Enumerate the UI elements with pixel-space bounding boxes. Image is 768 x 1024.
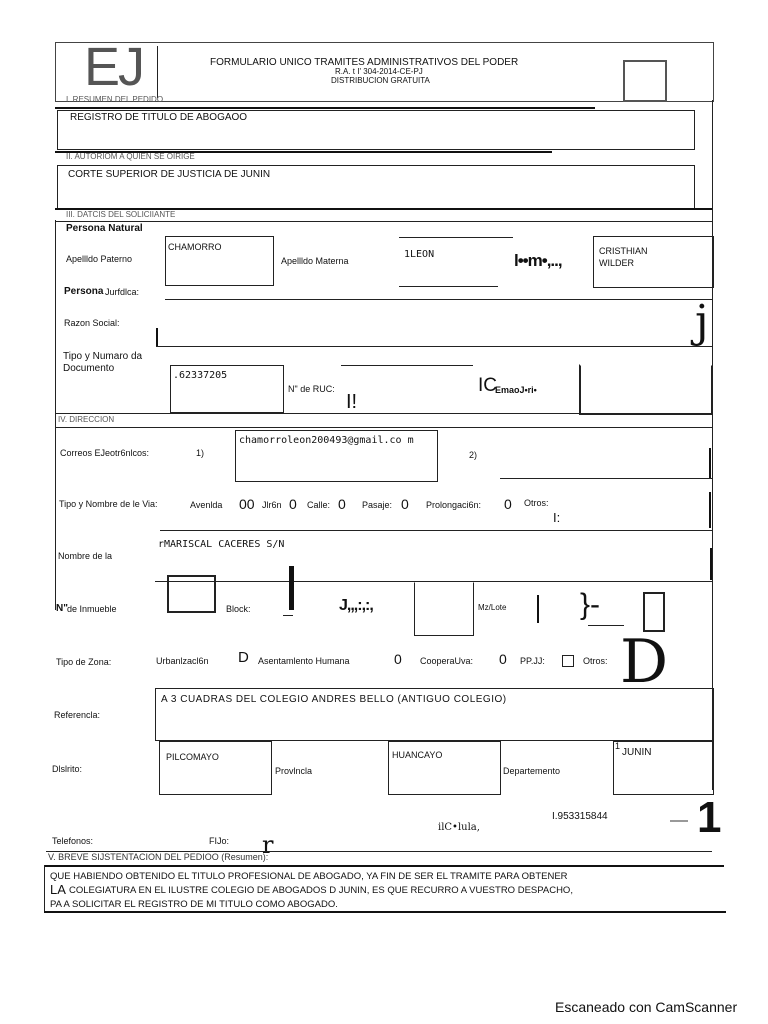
nombre-via-label: Nombre de la — [58, 551, 113, 561]
stamp-box — [623, 60, 667, 102]
email-field[interactable] — [579, 364, 713, 415]
otros-via-label: Otros: — [524, 498, 549, 508]
section-5-title: V. BREVE SIJSTENTACION DEL PEDIOO (Resumen): — [48, 852, 269, 862]
apellido-materno-value: 1LEON — [404, 249, 435, 260]
urbanizacion-label: Urbanlzacl6n — [156, 656, 209, 666]
block-field-mark[interactable] — [289, 566, 294, 610]
otros-via-mark: I: — [553, 510, 561, 525]
ppjj-checkbox[interactable] — [562, 655, 574, 667]
ruc-mark: I! — [346, 391, 358, 413]
persona-juridica-label-bold: Persona — [64, 286, 104, 297]
sustentacion-line-1: QUE HABIENDO OBTENIDO EL TITULO PROFESIONAL DE ABOGADO, YA FIN DE SER EL TRAMITE PARA OBTENER — [50, 871, 568, 882]
persona-natural-label: Persona Natural — [66, 223, 143, 234]
otros-zona-big-mark: D — [620, 627, 669, 697]
nombres-label: l••m•,.., — [514, 251, 562, 270]
zona-label: Tipo de Zona: — [56, 657, 112, 667]
inmueble-label-bold: N" — [56, 603, 68, 614]
correo-2-mark — [709, 448, 711, 478]
ppjj-label: PP.JJ: — [520, 656, 545, 666]
avenida-checkbox[interactable]: 00 — [239, 496, 255, 512]
brace-line — [588, 625, 624, 626]
apellido-paterno-label: Apellldo Paterno — [66, 254, 133, 264]
via-right-mark — [709, 492, 711, 528]
mz-lote-field[interactable] — [414, 582, 474, 636]
documento-value: .62337205 — [173, 370, 228, 381]
departamento-mark: 1 — [615, 741, 621, 751]
correo-1-number: 1) — [196, 448, 205, 458]
mz-lote-label: Mz/Lote — [478, 603, 507, 612]
apellido-materno-top-rule — [399, 237, 513, 238]
departamento-value: JUNIN — [622, 747, 652, 758]
correos-label: Correos EJeotr6nlcos: — [60, 448, 150, 458]
mz-lote-mark — [537, 595, 539, 623]
referencia-value: A 3 CUADRAS DEL COLEGIO ANDRES BELLO (ANTIGUO COLEGIO) — [161, 694, 507, 705]
section-1-title: I. RESUMEN DEL PEDIDO — [66, 95, 164, 104]
pasaje-checkbox[interactable]: 0 — [401, 496, 409, 512]
form-resolution: R.A. t I' 304-2014-CE-PJ — [335, 67, 423, 76]
section-3-sub-rule — [55, 221, 712, 222]
avenida-label: Avenlda — [190, 500, 223, 510]
form-title: FORMULARIO UNICO TRAMITES ADMINISTRATIVOS DEL PODER — [210, 57, 519, 68]
section-1-rule — [55, 107, 595, 109]
asentamiento-label: Asentamlento Humana — [258, 656, 350, 666]
celular-dash — [670, 820, 688, 822]
cooperativa-label: CooperaUva: — [420, 656, 474, 666]
departamento-label: Departemento — [503, 766, 561, 776]
urbanizacion-checkbox[interactable]: D — [238, 649, 249, 666]
razon-social-label: Razon Social: — [64, 318, 120, 328]
distrito-label: Dlslrito: — [52, 764, 83, 774]
email-label: EmaoJ•ri• — [495, 385, 537, 395]
block-label: Block: — [226, 604, 251, 614]
ruc-label: N" de RUC: — [288, 384, 335, 394]
resumen-value: REGISTRO DE TITULO DE ABOGAOO — [70, 112, 248, 123]
persona-juridica-label: Jurfdlca: — [105, 287, 140, 297]
persona-juridica-line[interactable] — [165, 299, 712, 300]
correo-2-number: 2) — [469, 450, 478, 460]
nombres-value: CRISTHIAN WILDER — [599, 246, 648, 269]
sustentacion-line-3: PA A SOLICITAR EL REGISTRO DE MI TITULO COMO ABOGADO. — [50, 899, 338, 910]
ej-logo: EJ — [84, 37, 144, 97]
section-3-title: III. DATCIS DEL SOLICIIANTE — [66, 210, 176, 219]
correo-1-value: chamorroleon200493@gmail.co m — [239, 435, 414, 446]
nombre-via-right-mark — [710, 548, 712, 580]
via-line[interactable] — [160, 530, 712, 531]
inmueble-extra-box — [643, 592, 665, 632]
section-2-title: II. AUTORIOM A QUIEN SE OIRIGE — [66, 152, 195, 161]
referencia-label: Referencla: — [54, 710, 101, 720]
section-4-title: IV. DIRECCION — [58, 415, 115, 424]
provincia-label: Provlncla — [275, 766, 313, 776]
asentamiento-checkbox[interactable]: 0 — [394, 651, 402, 667]
otros-zona-label: Otros: — [583, 656, 608, 666]
ruc-top-rule — [341, 365, 473, 366]
telefonos-label: Telefonos: — [52, 836, 94, 846]
nombre-via-value: rMARISCAL CACERES S/N — [158, 539, 285, 550]
sustentacion-line-2: COLEGIATURA EN EL ILUSTRE COLEGIO DE ABOGADOS D JUNIN, ES QUE RECURRO A VUESTRO DESPACHO, — [69, 885, 573, 896]
prolongacion-checkbox[interactable]: 0 — [504, 496, 512, 512]
apellido-materno-label: Apellldo Materna — [281, 256, 349, 266]
inmueble-field[interactable] — [167, 575, 216, 613]
celular-value: I.953315844 — [552, 811, 608, 822]
block-value-mark: J,,,:,:, — [339, 597, 373, 614]
fijo-label: FIJo: — [209, 836, 230, 846]
section-4-sub-rule — [55, 427, 712, 428]
provincia-value: HUANCAYO — [392, 750, 443, 760]
razon-social-line[interactable] — [156, 346, 712, 347]
email-ic-mark: IC — [478, 375, 497, 396]
tipo-doc-label: Tipo y Numaro da Documento — [63, 351, 143, 374]
calle-checkbox[interactable]: 0 — [338, 496, 346, 512]
section-5-rule — [44, 865, 724, 867]
calle-label: Calle: — [307, 500, 331, 510]
autoridad-value: CORTE SUPERIOR DE JUSTICIA DE JUNIN — [68, 169, 271, 180]
section-4-rule — [55, 413, 712, 414]
inmueble-label: de Inmueble — [67, 604, 117, 614]
frame-right-border — [712, 100, 713, 790]
fijo-mark: r — [262, 831, 274, 859]
apellido-paterno-value: CHAMORRO — [168, 242, 222, 252]
via-label: Tipo y Nombre de le Via: — [59, 499, 158, 509]
jiron-checkbox[interactable]: 0 — [289, 496, 297, 512]
correo-2-line[interactable] — [500, 478, 712, 479]
distrito-field[interactable] — [159, 741, 272, 795]
pasaje-label: Pasaje: — [362, 500, 393, 510]
block-underline — [283, 615, 293, 616]
cooperativa-checkbox[interactable]: 0 — [499, 651, 507, 667]
jiron-label: Jlr6n — [262, 500, 282, 510]
section-5-left-border — [44, 865, 45, 913]
header-divider — [157, 46, 158, 98]
distrito-value: PILCOMAYO — [166, 752, 219, 762]
razon-social-bracket-mark: j — [695, 296, 709, 347]
form-distribution: DISTRIBUCION GRATUITA — [331, 76, 430, 85]
razon-social-left-mark — [156, 328, 158, 346]
frame-left-border — [55, 220, 56, 610]
prolongacion-label: Prolongaci6n: — [426, 500, 482, 510]
apellido-materno-underline[interactable] — [399, 286, 498, 287]
section-5-bottom-rule — [44, 911, 726, 913]
brace-mark: }- — [580, 588, 601, 621]
scanner-footer: Escaneado con CamScanner — [555, 999, 738, 1015]
celular-big-mark: 1 — [697, 793, 722, 842]
sustentacion-line-2-big: LA — [50, 882, 66, 897]
celular-label: ilC•lula, — [438, 822, 480, 833]
